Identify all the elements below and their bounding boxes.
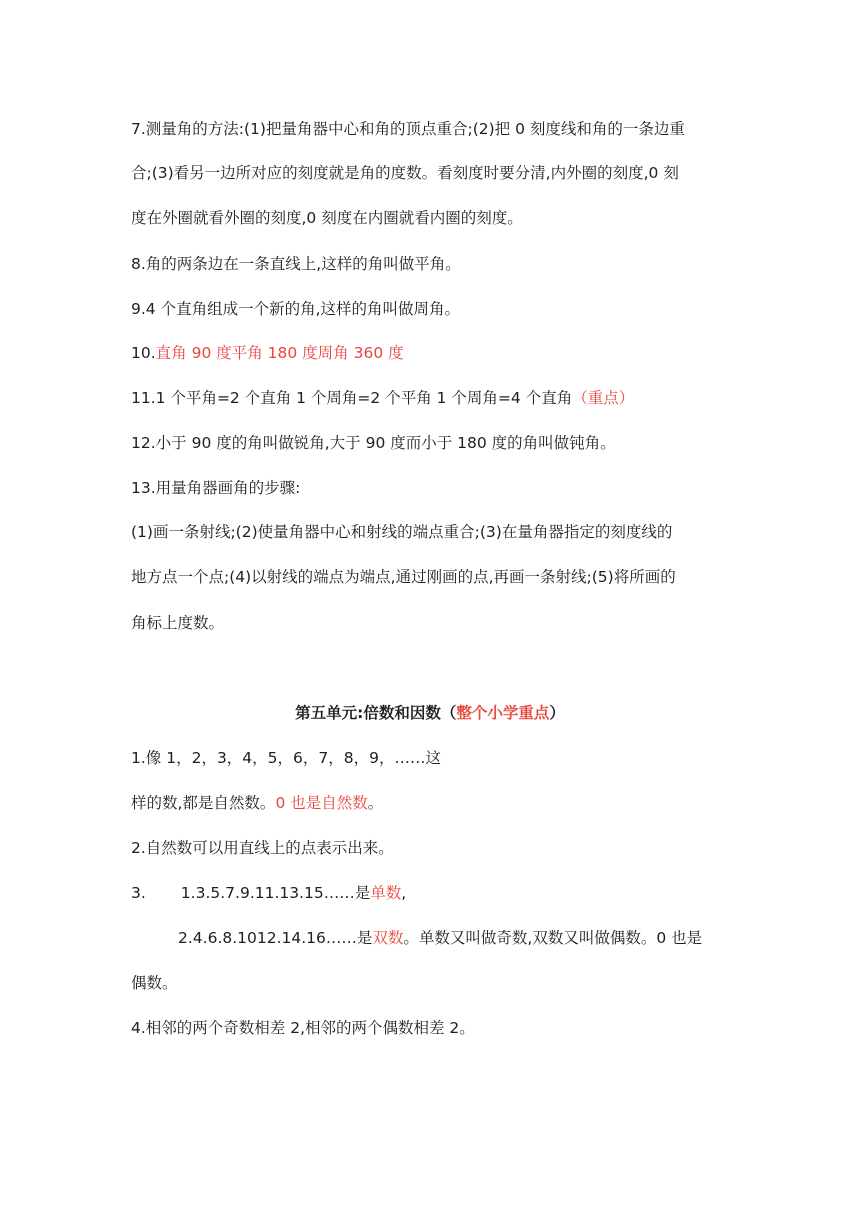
item-13-title: 13.用量角器画角的步骤: <box>131 479 301 497</box>
item-11-text: 11.1 个平角=2 个直角 1 个周角=2 个平角 1 个周角=4 个直角 <box>131 389 573 407</box>
unit-5-title-main: 第五单元:倍数和因数（ <box>295 704 457 722</box>
item-10-prefix: 10. <box>131 344 156 362</box>
item-7-line-2: 合;(3)看另一边所对应的刻度就是角的度数。看刻度时要分清,内外圈的刻度,0 刻 <box>131 164 679 182</box>
item-9: 9.4 个直角组成一个新的角,这样的角叫做周角。 <box>131 300 461 318</box>
item-1-text: 样的数,都是自然数。 <box>131 794 276 812</box>
item-12: 12.小于 90 度的角叫做锐角,大于 90 度而小于 180 度的角叫做钝角。 <box>131 434 616 452</box>
unit-5-item-3-even <box>178 927 738 949</box>
item-8: 8.角的两条边在一条直线上,这样的角叫做平角。 <box>131 255 461 273</box>
item-7-line-1: 7.测量角的方法:(1)把量角器中心和角的顶点重合;(2)把 0 刻度线和角的一条边重 <box>131 120 685 138</box>
unit-5-item-3-odd <box>131 882 741 904</box>
item-3-odd-end: , <box>401 884 407 902</box>
item-3-even-text: 2.4.6.8.1012.14.16……是 <box>178 929 373 947</box>
item-7-line-3: 度在外圈就看外圈的刻度,0 刻度在内圈就看内圈的刻度。 <box>131 209 523 227</box>
item-10-highlight: 直角 90 度平角 180 度周角 360 度 <box>155 344 404 362</box>
unit-5-item-1-line-1: 1.像 1，2，3，4，5，6，7，8，9，……这 <box>131 749 441 767</box>
item-10 <box>131 342 741 364</box>
item-3-even-highlight: 双数 <box>372 929 404 947</box>
item-13-line-2: 地方点一个点;(4)以射线的端点为端点,通过刚画的点,再画一条射线;(5)将所画的 <box>131 568 676 586</box>
unit-5-item-1-line-2 <box>131 792 741 814</box>
item-11 <box>131 387 741 409</box>
item-11-highlight: （重点） <box>572 389 635 407</box>
item-3-odd-text: 1.3.5.7.9.11.13.15……是 <box>180 884 371 902</box>
unit-5-item-3-even-line-2: 偶数。 <box>131 974 178 992</box>
item-13-line-1: (1)画一条射线;(2)使量角器中心和射线的端点重合;(3)在量角器指定的刻度线的 <box>131 523 673 541</box>
unit-5-title-end: ） <box>549 704 565 722</box>
item-1-highlight: 0 也是自然数 <box>275 794 368 812</box>
item-3-even-end: 。单数又叫做奇数,双数又叫做偶数。0 也是 <box>403 929 703 947</box>
unit-5-item-4: 4.相邻的两个奇数相差 2,相邻的两个偶数相差 2。 <box>131 1019 475 1037</box>
unit-5-title <box>0 702 860 724</box>
item-3-number: 3. <box>131 884 146 902</box>
item-13-line-3: 角标上度数。 <box>131 614 225 632</box>
unit-5-title-highlight: 整个小学重点 <box>456 704 550 722</box>
unit-5-item-2: 2.自然数可以用直线上的点表示出来。 <box>131 839 394 857</box>
item-1-end: 。 <box>367 794 384 812</box>
item-3-odd-highlight: 单数 <box>370 884 402 902</box>
